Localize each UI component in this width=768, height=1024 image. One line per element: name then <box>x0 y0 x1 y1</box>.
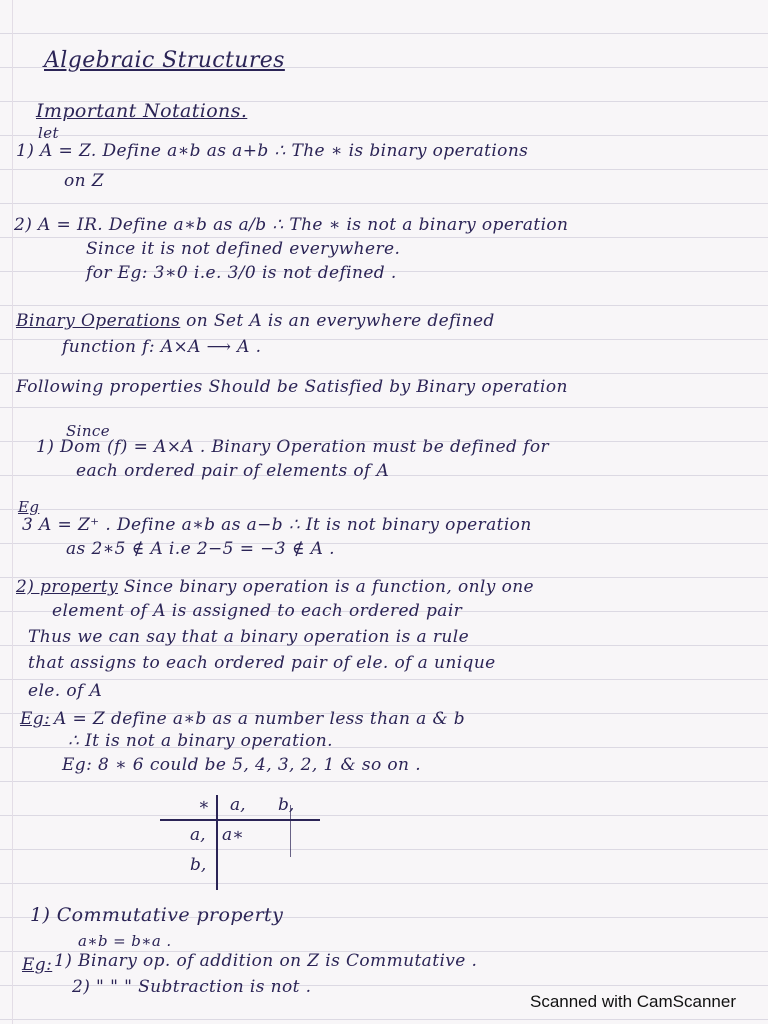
note-line: on Z <box>64 171 104 191</box>
binary-operations-term: Binary Operations <box>16 311 181 331</box>
definition-rest: on Set A is an everywhere defined <box>180 311 495 331</box>
table-cell: a∗ <box>222 825 244 845</box>
note-line: 1) A = Z. Define a∗b as a+b ∴ The ∗ is binary operations <box>16 141 529 161</box>
note-line: ∴ It is not a binary operation. <box>68 731 333 751</box>
table-col-header: a, <box>230 795 246 815</box>
definition-line <box>16 310 756 332</box>
note-line: function f: A×A ⟶ A . <box>62 337 262 357</box>
note-line: 1) Dom (f) = A×A . Binary Operation must be defined for <box>36 437 549 457</box>
note-since: Since <box>66 422 111 440</box>
note-line: 2) A = IR. Define a∗b as a/b ∴ The ∗ is not a binary operation <box>14 215 569 235</box>
table-header-rule <box>160 819 320 821</box>
note-line: 1) Binary op. of addition on Z is Commutative . <box>54 951 478 971</box>
example-marker: Eg: <box>22 955 53 975</box>
note-line: Eg: 8 ∗ 6 could be 5, 4, 3, 2, 1 & so on . <box>62 755 421 775</box>
note-line: Thus we can say that a binary operation is a rule <box>28 627 470 647</box>
table-row-header: a, <box>190 825 206 845</box>
table-column-rule <box>216 795 218 890</box>
notations-heading: Important Notations. <box>36 100 248 122</box>
property-line <box>16 576 756 598</box>
property-rest: Since binary operation is a function, only one <box>118 577 535 597</box>
table-col-header: b, <box>278 795 295 815</box>
note-line: each ordered pair of elements of A <box>76 461 390 481</box>
commutative-heading: 1) Commutative property <box>30 904 284 926</box>
note-line: Since it is not defined everywhere. <box>86 239 401 259</box>
example-marker: Eg: <box>20 709 51 729</box>
note-line: that assigns to each ordered pair of ele. of a unique <box>28 653 496 673</box>
table-corner: ∗ <box>198 795 210 815</box>
note-line: as 2∗5 ∉ A i.e 2−5 = −3 ∉ A . <box>66 539 335 559</box>
note-line: for Eg: 3∗0 i.e. 3/0 is not defined . <box>86 263 397 283</box>
note-line: ele. of A <box>28 681 103 701</box>
note-line: a∗b = b∗a . <box>78 932 172 950</box>
note-let: let <box>38 124 59 142</box>
page-title: Algebraic Structures <box>44 48 285 73</box>
scanner-watermark: Scanned with CamScanner <box>529 992 736 1011</box>
note-line: Following properties Should be Satisfied by Binary operation <box>16 377 568 397</box>
table-row-header: b, <box>190 855 207 875</box>
property-term: 2) property <box>16 577 119 597</box>
note-line: 3 A = Z⁺ . Define a∗b as a−b ∴ It is not binary operation <box>22 515 532 535</box>
margin-line <box>12 0 13 1024</box>
note-line: element of A is assigned to each ordered pair <box>52 601 463 621</box>
operation-table <box>160 795 320 890</box>
example-marker: Eg <box>18 498 40 516</box>
note-line: 2) " " " Subtraction is not . <box>72 977 312 997</box>
note-line: A = Z define a∗b as a number less than a & b <box>54 709 466 729</box>
